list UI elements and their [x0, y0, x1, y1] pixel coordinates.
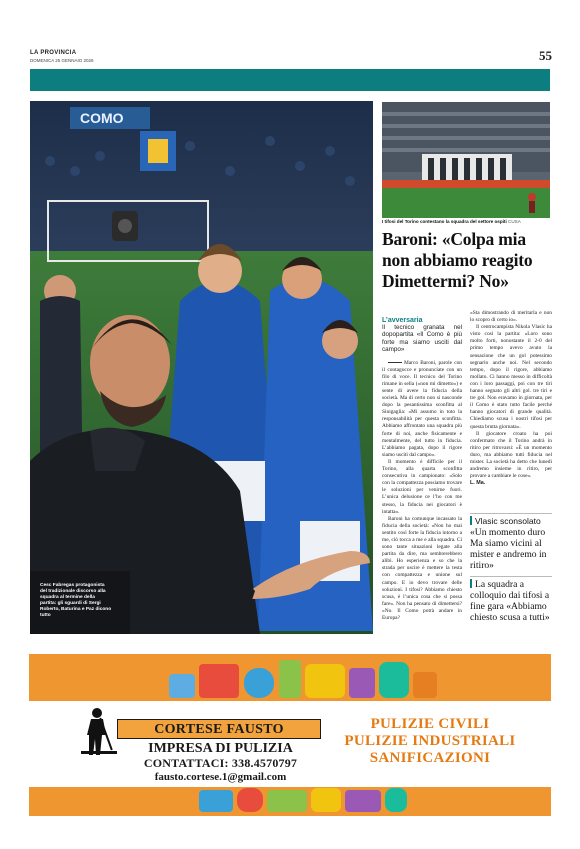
ad-company-name: CORTESE FAUSTO — [154, 722, 284, 737]
paragraph-text: Marco Baroni, parole con il contagocce e pronunciate con un filo di voce. Il tecnico del Torino rimane in sella («non mi dimetto») e sente di avere la fiducia della società. Ma di certo non si nasconde dopo la pesantissima sconfitta al Sinigaglia: «Mi assumo in toto la responsabilità per questa sconfitta. Abbiamo affrontato una squadra più forte di noi, anche fisicamente e mentalmente, del tutto in fiducia. L’abbiamo pagata, dopo il rigore siamo usciti dal campo». — [382, 359, 462, 458]
ad-email[interactable]: fausto.cortese.1@gmail.com — [154, 771, 287, 783]
article-paragraph: Il centrocampista Nikola Vlasic ha visto così la partita: «Loro sono molto forti, nonostante il 2-0 del primo tempo avevo avuto la sensazione che un gol potessimo segnarlo anche noi. Nel secondo tempo, dopo il rigore, abbiamo mollato. Ci hanno messo in difficoltà con i loro passaggi, poi con tre tiri hanno segnato gli altri gol. tre tiri e tre gol. Non eravamo in giornata, per il Como è stato tutto facile perché hanno giocatori di grande qualità. Chiediamo scusa i nostri tifosi per questa brutta giornata». — [470, 324, 552, 430]
teaser-squadra[interactable] — [470, 579, 552, 623]
article-kicker: L’avversaria — [382, 317, 423, 324]
ad-service: PULIZIE CIVILI — [370, 716, 490, 732]
article-paragraph: Il giocatore croato ha poi confermato che il Torino andrà in ritiro per ritrovarsi: «È un momento duro, ma abbiamo tutti fiducia nel mister. La società ha detto che lunedì andremo insieme in ritiro, per provare a cambiare le cose». — [470, 430, 552, 480]
publication-name: LA PROVINCIA — [30, 50, 77, 56]
teaser-divider — [470, 513, 552, 514]
teaser-vlasic[interactable] — [470, 516, 552, 571]
ad-company-box — [117, 719, 321, 739]
article-deck: Il tecnico granata nel dopopartita «Il Como è più forte ma siamo usciti dal campo» — [382, 324, 462, 354]
teaser-quote: «Un momento duro Ma siamo vicini al mister e andremo in ritiro» — [470, 527, 547, 571]
stadium-sign: COMO — [80, 110, 124, 126]
main-photo — [30, 101, 373, 634]
section-band — [30, 69, 550, 91]
side-photo-caption-text: I tifosi del Torino contestano la squadra del settore ospiti — [382, 219, 507, 224]
ad-panel — [29, 701, 551, 787]
lead-rule — [388, 362, 402, 363]
article-column-1 — [382, 317, 462, 622]
article-paragraph: «Sta dimostrando di meritarla e non lo scopro di certo io». — [470, 310, 552, 324]
teaser-name: Vlasic sconsolato — [475, 516, 541, 526]
side-photo-illustration — [382, 102, 550, 218]
article-paragraph: Il momento è difficile per il Torino, alla quarta sconfitta consecutiva in campionato: «Solo con la compattezza possiamo trovare le soluzioni per venirne fuori. L’unica delusione ce l’ho con me stesso, la fiducia nei giocatori è intatta». — [382, 458, 462, 515]
article-paragraph: Baroni ha comunque incassato la fiducia della società: «Non ho mai sentito così forte la fiducia intorno a me, ciò tocca a me e alla squadra. Ci sono tante situazioni legate alla partita da dire, ma sembrerebbero alibi. Ho esperienza e so che la strada per uscire è mettere la testa con compattezza e unione sul campo. E io devo trovare delle soluzioni. I tifosi? Abbiamo chiesto scusa, è l’unica cosa che si possa fare». Non ha pensato di dimettersi? «No. Il Como potrà andare in Europa? — [382, 515, 462, 621]
article-column-2 — [470, 310, 552, 487]
advertisement[interactable] — [29, 654, 551, 816]
cleaner-icon — [79, 707, 119, 757]
page-number: 55 — [539, 48, 552, 63]
ad-services — [325, 716, 535, 767]
ad-contact[interactable]: CONTATTACI: 338.4570797 — [143, 756, 298, 770]
masthead — [30, 46, 552, 68]
main-photo-caption: Cesc Fabregas protagonista del tradizionale discorso alla squadra al termine della partita: gli sguardi di Sergi Roberto, Baturina e Paz dicono tutto — [40, 583, 112, 618]
main-photo-illustration — [30, 101, 373, 634]
publication-date: DOMENICA 25 GENNAIO 2026 — [30, 58, 94, 63]
teaser-divider — [470, 576, 552, 577]
article-signature: L. Ma. — [470, 480, 486, 487]
side-photo-caption — [382, 219, 552, 224]
ad-subtitle: IMPRESA DI PULIZIA — [148, 741, 293, 756]
teaser-quote: La squadra a colloquio dai tifosi a fine gara «Abbiamo chiesto scusa a tutti» — [470, 579, 550, 623]
photo-credit: CUSA — [508, 219, 521, 224]
side-photo — [382, 102, 550, 218]
article-paragraph — [382, 360, 462, 459]
teaser-marker — [470, 516, 472, 525]
teaser-marker — [470, 579, 472, 588]
ad-service: PULIZIE INDUSTRIALI — [344, 733, 516, 749]
article-headline: Baroni: «Colpa mia non abbiamo reagito Dimettermi? No» — [382, 229, 533, 291]
ad-service: SANIFICAZIONI — [369, 750, 491, 766]
